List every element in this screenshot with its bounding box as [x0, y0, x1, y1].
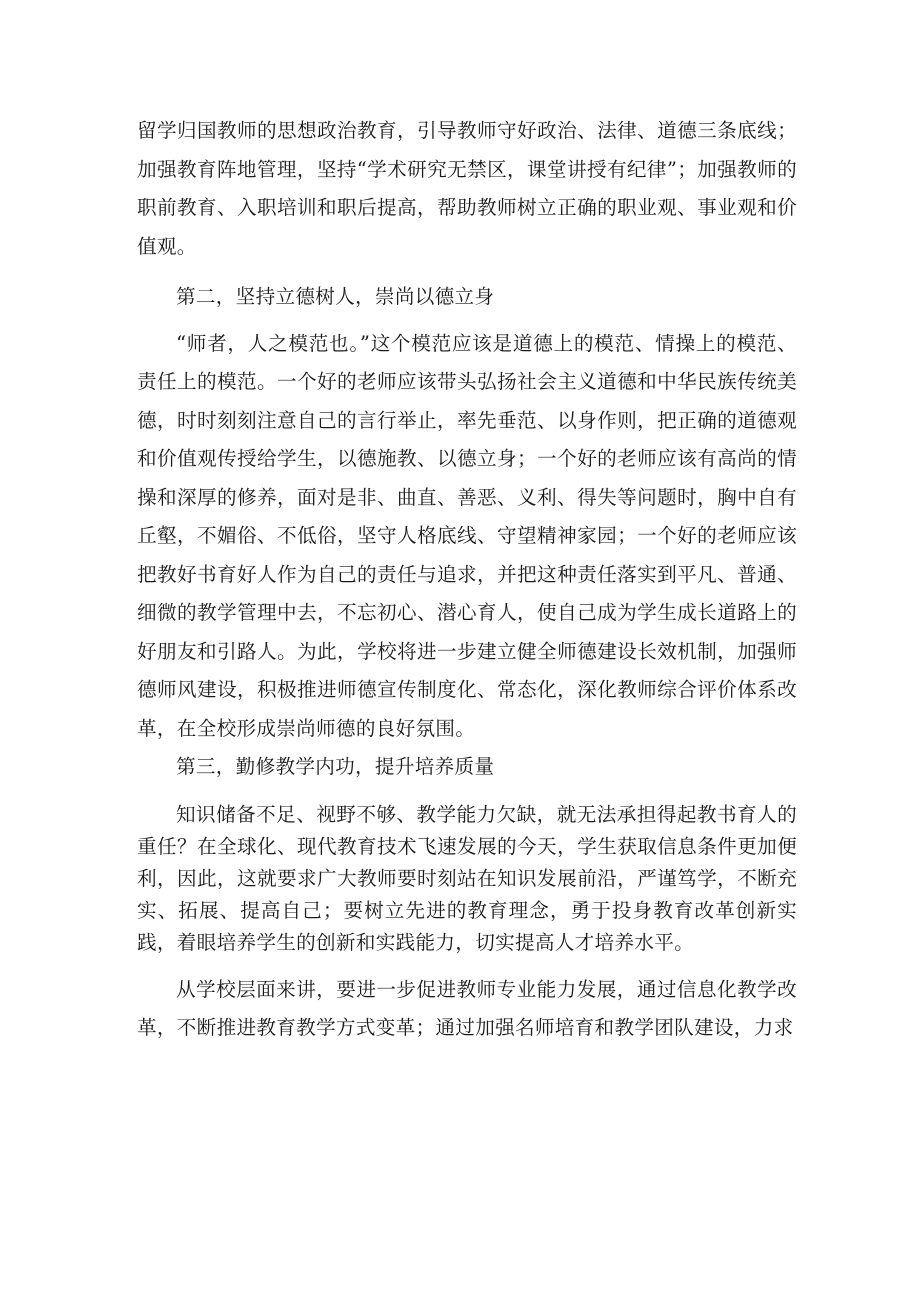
section-heading-3: 第三，勤修教学内功，提升培养质量: [176, 755, 495, 778]
section-heading-2: 第二，坚持立德树人，崇尚以德立身: [176, 285, 495, 308]
document-body: [137, 112, 797, 1048]
paragraph-school-level: 从学校层面来讲，要进一步促进教师专业能力发展，通过信息化教学改革，不断推进教育教学方式变革；通过加强名师培育和教学团队建设，力求: [137, 977, 797, 1039]
paragraph-teacher-model: “师者，人之模范也。”这个模范应该是道德上的模范、情操上的模范、责任上的模范。一个好的老师应该带头弘扬社会主义道德和中华民族传统美德，时时刻刻注意自己的言行举止，率先垂范、以身作则，把正确的道德观和价值观传授给学生，以德施教、以德立身；一个好的老师应该有高尚的情操和深厚的修养，面对是非、曲直、善恶、义利、得失等问题时，胸中自有丘壑，不媚俗、不低俗，坚守人格底线、守望精神家园；一个好的老师应该把教好书育好人作为自己的责任与追求，并把这种责任落实到平凡、普通、细微的教学管理中去，不忘初心、潜心育人，使自己成为学生成长道路上的好朋友和引路人。为此，学校将进一步建立健全师德建设长效机制，加强师德师风建设，积极推进师德宣传制度化、常态化，深化教师综合评价体系改革，在全校形成崇尚师德的良好氛围。: [137, 331, 797, 740]
paragraph-teaching-skill: 知识储备不足、视野不够、教学能力欠缺，就无法承担得起教书育人的重任？在全球化、现代教育技术飞速发展的今天，学生获取信息条件更加便利，因此，这就要求广大教师要时刻站在知识发展前沿，严谨笃学，不断充实、拓展、提高自己；要树立先进的教育理念，勇于投身教育改革创新实践，着眼培养学生的创新和实践能力，切实提高人才培养水平。: [137, 802, 797, 954]
paragraph-continuation: 留学归国教师的思想政治教育，引导教师守好政治、法律、道德三条底线；加强教育阵地管理，坚持“学术研究无禁区，课堂讲授有纪律”；加强教师的职前教育、入职培训和职后提高，帮助教师树立正确的职业观、事业观和价值观。: [137, 119, 797, 258]
